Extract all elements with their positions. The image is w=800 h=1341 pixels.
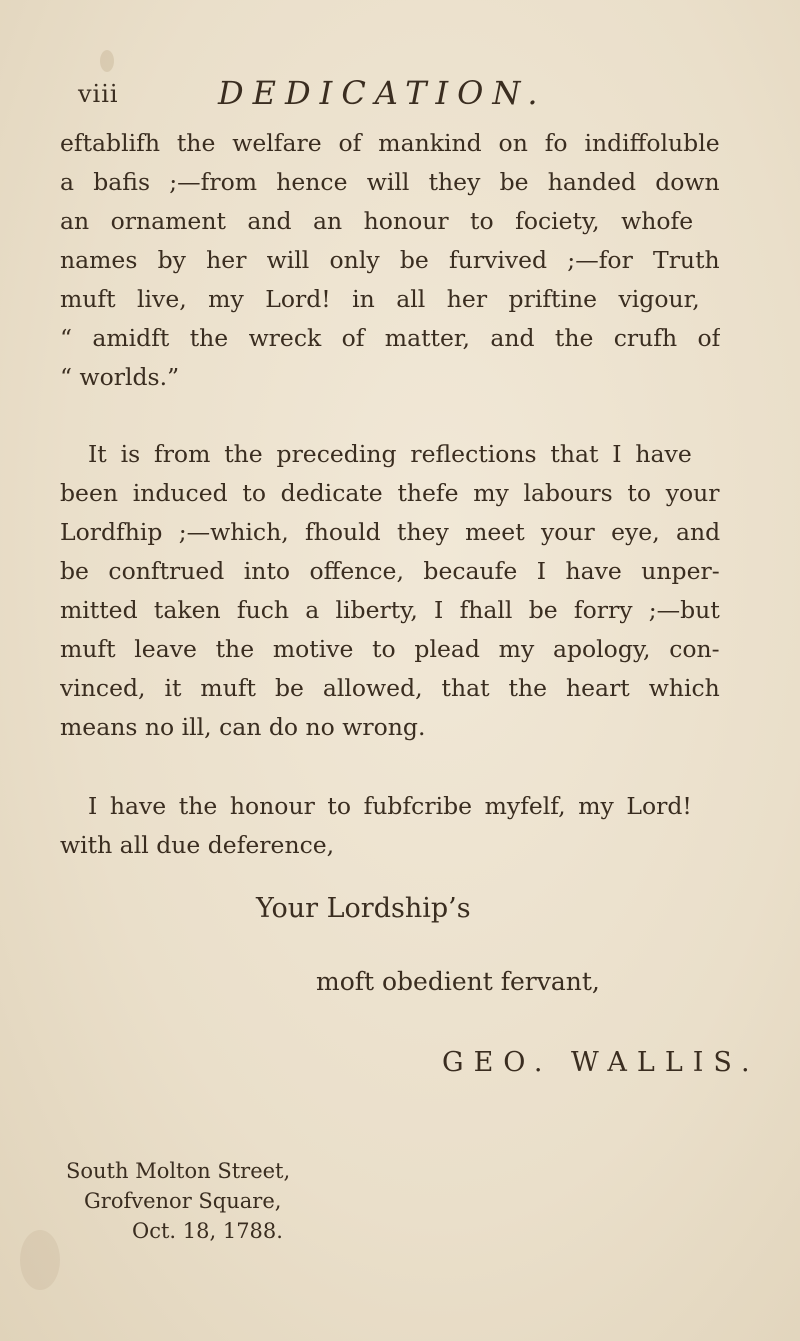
text-line: I have the honour to fubfcribe myfelf, my Lord!	[88, 792, 692, 820]
text-line: It is from the preceding reflections that I have	[88, 440, 692, 468]
page-header	[78, 74, 758, 114]
text-line: eftablifh the welfare of mankind on fo indiffoluble	[60, 129, 720, 157]
text-line: means no ill, can do no wrong.	[60, 713, 426, 741]
page-number: viii	[78, 80, 119, 108]
paragraph-3	[60, 787, 720, 865]
address-date: Oct. 18, 1788.	[132, 1219, 283, 1243]
text-line: “ worlds.”	[60, 363, 180, 391]
text-line: been induced to dedicate thefe my labours to your	[60, 479, 720, 507]
text-line: an ornament and an honour to fociety, whofe	[60, 207, 694, 235]
body-text	[60, 124, 720, 865]
text-line: names by her will only be furvived ;—for Truth	[60, 246, 720, 274]
text-line: mitted taken fuch a liberty, I fhall be forry ;—but	[60, 596, 720, 624]
closing-servant: moft obedient fervant,	[316, 967, 600, 996]
text-line: be conftrued into offence, becaufe I have unper-	[60, 557, 720, 585]
address-block	[66, 1156, 290, 1246]
page-stain	[20, 1230, 60, 1290]
signature: GEO. WALLIS.	[442, 1047, 760, 1078]
page-stain	[100, 50, 114, 72]
text-line: muft live, my Lord! in all her priftine vigour,	[60, 285, 700, 313]
closing-salutation: Your Lordship’s	[256, 893, 471, 924]
text-line: vinced, it muft be allowed, that the heart which	[60, 674, 720, 702]
text-line: Lordfhip ;—which, fhould they meet your eye, and	[60, 518, 720, 546]
text-line: with all due deference,	[60, 831, 335, 859]
text-line: a bafis ;—from hence will they be handed down	[60, 168, 720, 196]
paragraph-2	[60, 435, 720, 747]
address-line: South Molton Street,	[66, 1159, 291, 1183]
text-line: muft leave the motive to plead my apology, con-	[60, 635, 720, 663]
running-head: DEDICATION.	[218, 74, 547, 112]
paragraph-1	[60, 124, 720, 397]
address-line: Grofvenor Square,	[84, 1189, 282, 1213]
text-line: “ amidft the wreck of matter, and the crufh of	[60, 324, 720, 352]
